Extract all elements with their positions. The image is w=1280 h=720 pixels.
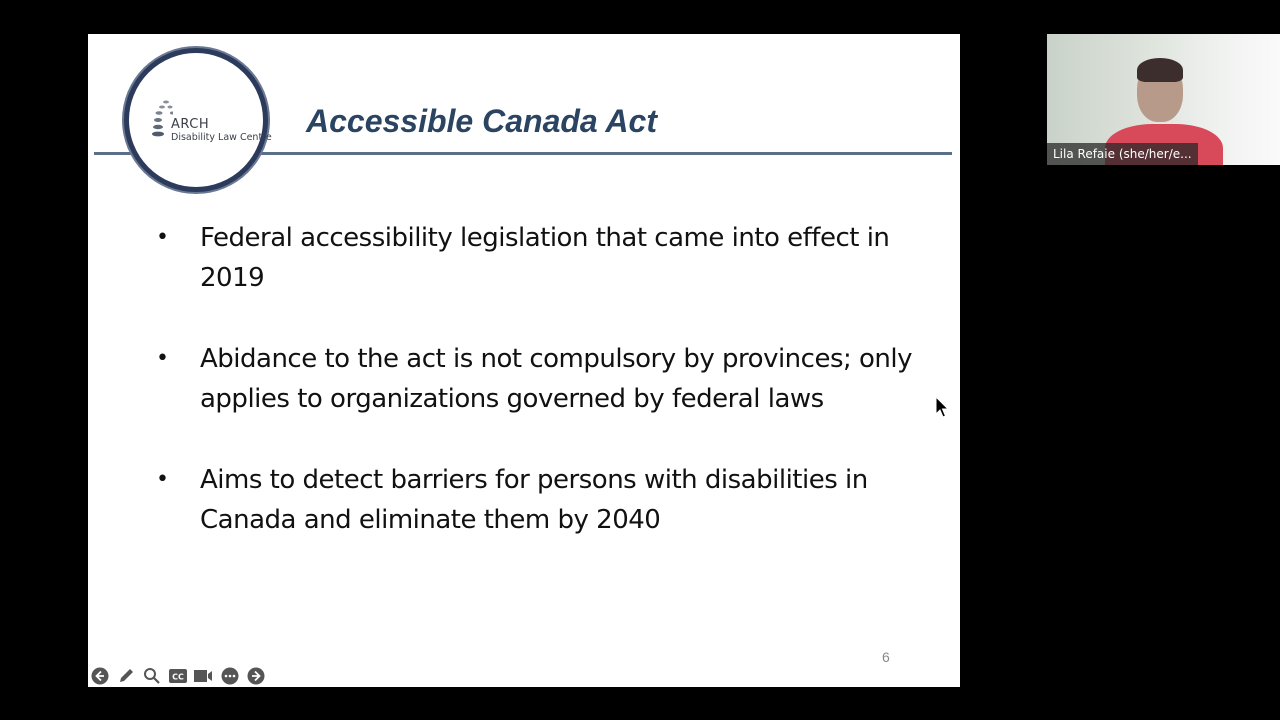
- mouse-cursor-icon: [935, 396, 949, 420]
- logo-dots-icon: [151, 99, 173, 141]
- participant-video-tile[interactable]: [1047, 34, 1280, 165]
- zoom-button[interactable]: [142, 666, 162, 686]
- participant-hair: [1137, 58, 1183, 82]
- more-options-button[interactable]: [220, 666, 240, 686]
- next-slide-button[interactable]: [246, 666, 266, 686]
- presentation-slide: [88, 34, 960, 687]
- logo-subtitle: Disability Law Centre: [171, 132, 272, 143]
- page-number: 6: [882, 649, 890, 665]
- bullet-item: • Abidance to the act is not compulsory by provinces; only applies to organizations governed by federal laws: [156, 339, 956, 419]
- bullet-list: [156, 218, 956, 581]
- cc-icon: [169, 669, 187, 683]
- ellipsis-icon: [221, 667, 239, 685]
- camera-button[interactable]: [194, 666, 214, 686]
- bullet-item: • Aims to detect barriers for persons with disabilities in Canada and eliminate them by 2040: [156, 460, 956, 540]
- pen-icon: [117, 667, 135, 685]
- arrow-right-icon: [247, 667, 265, 685]
- arrow-left-icon: [91, 667, 109, 685]
- svg-text:CC: CC: [172, 672, 184, 682]
- previous-slide-button[interactable]: [90, 666, 110, 686]
- slide-title: Accessible Canada Act: [306, 103, 657, 139]
- participant-name: Lila Refaie (she/her/e...: [1047, 143, 1198, 165]
- arch-logo: [124, 48, 272, 192]
- closed-captions-button[interactable]: [168, 666, 188, 686]
- presentation-toolbar: [88, 664, 266, 688]
- bullet-item: • Federal accessibility legislation that came into effect in 2019: [156, 218, 956, 298]
- pen-button[interactable]: [116, 666, 136, 686]
- logo-name: ARCH: [171, 117, 210, 132]
- magnifier-icon: [143, 667, 161, 685]
- video-camera-icon: [194, 669, 214, 683]
